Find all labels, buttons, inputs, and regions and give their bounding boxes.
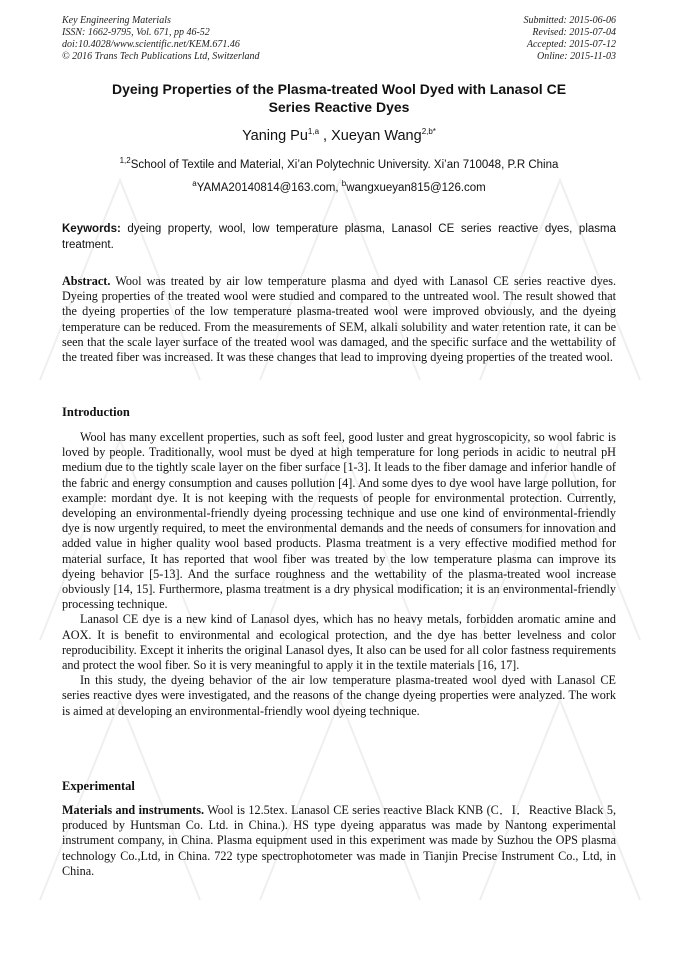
materials-text: Wool is 12.5tex. Lanasol CE series reactive Black KNB (C．I．Reactive Black 5, produced by Huntsman Co. Ltd. in China.). HS type dyeing apparatus was made by Nantong experimental instrument company, in China. Plasma equipment used in this experiment was made by Suzhou the OPS plasma technology Co.,Ltd, in China. 722 type spectrophotometer was made in Tianjin Precise Instrument Co., Ltd, in China. xyxy=(62,803,617,878)
introduction-body xyxy=(62,430,616,719)
email-separator: , xyxy=(335,182,342,194)
affiliation-sup: 1,2 xyxy=(119,156,131,166)
journal-info xyxy=(62,15,260,63)
intro-paragraph-2: Lanasol CE dye is a new kind of Lanasol dyes, which has no heavy metals, forbidden aromatic amine and AOX. It is benefit to environmental and ecological protection, and the dye has better levelness and color reproducibility. Except it inherits the original Lanasol dyes, It also can be used for all color fastness requirements and protect the wool fiber. So it is very meaningful to apply it in the textile materials [16, 17]. xyxy=(62,612,616,673)
email-b: wangxueyan815@126.com xyxy=(346,182,486,194)
email-a-sup: a xyxy=(192,179,197,189)
email-b-sup: b xyxy=(341,179,347,189)
intro-paragraph-3: In this study, the dyeing behavior of the air low temperature plasma-treated wool dyed with Lanasol CE series reactive dyes were investigated, and the reasons of the change dyeing properties were analyzed. The work is aimed at developing an environmental-friendly wool dyeing technique. xyxy=(62,673,616,718)
intro-paragraph-1: Wool has many excellent properties, such as soft feel, good luster and great hygroscopicity, so wool fabric is loved by people. Traditionally, wool must be dyed at high temperature for long periods in acidic to neutral pH medium due to the tightly scale layer on the fiber surface [1-3]. It leads to the fiber damage and inferior handle of the fabric and energy consumption and causes pollution [4]. And some dyes to dye wool have large pollution, for example: mordant dye. It is not keeping with the requests of people for environmental protection. Currently, developing an environmental-friendly dyeing processing technique and use one kind of environmental-friendly dye is now urgently required, to meet the environmental demands and the needs of consumers for innovation and added value in higher quality wool based products. Plasma treatment is a very effective modified method for material surface, It has reported that wool fiber was treated by the low temperature plasma can improve its dyeing behavior [5-13]. And the surface roughness and the wettability of the plasma-treated wool increase obviously [14, 15]. Furthermore, plasma treatment is a dry physical modification; it is an environmental-friendly processing technique. xyxy=(62,430,616,612)
materials-paragraph xyxy=(62,803,616,879)
title-line-1: Dyeing Properties of the Plasma-treated Wool Dyed with Lanasol CE xyxy=(111,81,567,97)
author-emails xyxy=(40,179,638,194)
author-1-sup: 1,a xyxy=(307,127,320,137)
email-a: YAMA20140814@163.com xyxy=(196,182,336,194)
paper-title xyxy=(62,80,616,116)
journal-copyright: © 2016 Trans Tech Publications Ltd, Switzerland xyxy=(62,51,260,62)
journal-doi: doi:10.4028/www.scientific.net/KEM.671.46 xyxy=(62,39,240,50)
journal-name: Key Engineering Materials xyxy=(62,15,171,26)
author-2-sup: 2,b* xyxy=(421,127,436,137)
submitted-date: Submitted: 2015-06-06 xyxy=(523,15,616,26)
author-2-name: Xueyan Wang xyxy=(331,128,422,144)
title-line-2: Series Reactive Dyes xyxy=(268,99,410,115)
affiliation xyxy=(40,156,638,171)
accepted-date: Accepted: 2015-07-12 xyxy=(526,39,616,50)
abstract-label: Abstract. xyxy=(62,274,111,288)
affiliation-text: School of Textile and Material, Xi’an Polytechnic University. Xi’an 710048, P.R China xyxy=(130,159,559,171)
keywords-label: Keywords: xyxy=(62,223,121,235)
online-date: Online: 2015-11-03 xyxy=(537,51,616,62)
keywords xyxy=(62,221,616,253)
abstract xyxy=(62,274,616,365)
revised-date: Revised: 2015-07-04 xyxy=(532,27,616,38)
experimental-heading: Experimental xyxy=(62,779,135,793)
author-separator: , xyxy=(319,128,332,144)
submission-dates xyxy=(524,15,617,63)
authors xyxy=(62,128,616,144)
journal-issn: ISSN: 1662-9795, Vol. 671, pp 46-52 xyxy=(62,27,210,38)
abstract-text: Wool was treated by air low temperature plasma and dyed with Lanasol CE series reactive dyes. Dyeing properties of the treated wool were studied and compared to the untreated wool. The result showed that the dyeing properties of the low temperature plasma-treated wool were improved obviously, and the dyeing temperature can be reduced. From the measurements of SEM, alkali solubility and water retention rate, it can be seen that the scale layer surface of the treated wool was damaged, and the specific surface and the wettability of the treated fiber was increased. It was these changes that lead to improving dyeing properties of the treated wool. xyxy=(62,274,616,365)
materials-label: Materials and instruments. xyxy=(62,803,205,817)
author-1-name: Yaning Pu xyxy=(242,128,308,144)
introduction-heading: Introduction xyxy=(62,405,130,419)
keywords-text: dyeing property, wool, low temperature plasma, Lanasol CE series reactive dyes, plasma treatment. xyxy=(62,223,616,251)
